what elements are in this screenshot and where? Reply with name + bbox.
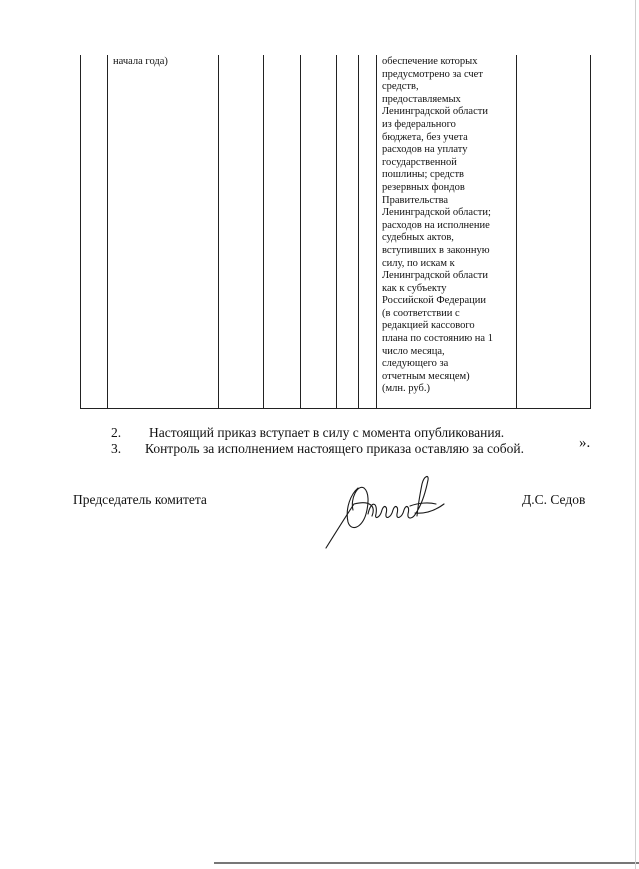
cell-line: бюджета, без учета (382, 131, 468, 143)
table-cell-indicator-description (377, 55, 517, 409)
paragraph-text: Контроль за исполнением настоящего приказа оставляю за собой. (145, 441, 524, 456)
cell-line: отчетным месяцем) (382, 370, 470, 382)
cell-line: пошлины; средств (382, 169, 465, 181)
cell-line: (млн. руб.) (382, 383, 430, 395)
cell-line: судебных актов, (382, 232, 454, 244)
cell-line: предоставляемых (382, 93, 461, 105)
cell-line: резервных фондов (382, 181, 465, 193)
paragraph-number: 3. (111, 441, 122, 456)
cell-line: Ленинградской области (382, 106, 488, 118)
cell-line: силу, по искам к (382, 257, 455, 269)
cell-line: расходов на уплату (382, 144, 468, 156)
signatory-title: Председатель комитета (73, 492, 207, 507)
handwritten-signature (318, 470, 448, 550)
cell-line: Правительства (382, 194, 449, 206)
cell-line: Ленинградской области (382, 270, 488, 282)
table-cell (359, 55, 377, 409)
cell-line: государственной (382, 156, 457, 168)
cell-line: расходов на исполнение (382, 219, 490, 231)
paragraph-number: 2. (111, 425, 122, 440)
cell-line: (в соответствии с (382, 307, 460, 319)
cell-line: редакцией кассового (382, 320, 475, 332)
cell-line: число месяца, (382, 345, 445, 357)
closing-quote: ». (579, 435, 591, 451)
cell-line: следующего за (382, 358, 449, 370)
signatory-name: Д.С. Седов (522, 492, 586, 507)
table-cell (264, 55, 301, 409)
cell-text: начала года) (113, 56, 168, 67)
cell-line: вступивших в законную (382, 244, 490, 256)
cell-line: плана по состоянию на 1 (382, 333, 493, 345)
scan-edge-line (214, 862, 639, 864)
cell-line: Ленинградской области; (382, 207, 491, 219)
table-cell (301, 55, 337, 409)
table-cell-period (108, 55, 219, 409)
table-cell (517, 55, 591, 409)
table-cell (337, 55, 359, 409)
scan-edge-line (635, 0, 636, 869)
paragraph-3 (111, 441, 581, 459)
table-row (81, 55, 591, 409)
table-cell (219, 55, 264, 409)
cell-line: средств, (382, 81, 419, 93)
cell-line: Российской Федерации (382, 295, 486, 307)
paragraph-text: Настоящий приказ вступает в силу с момента опубликования. (149, 425, 505, 440)
continuation-table (80, 55, 591, 409)
cell-line: как к субъекту (382, 282, 447, 294)
cell-line: из федерального (382, 118, 456, 130)
cell-line: обеспечение которых (382, 56, 478, 67)
cell-line: предусмотрено за счет (382, 68, 483, 80)
table-cell (81, 55, 108, 409)
